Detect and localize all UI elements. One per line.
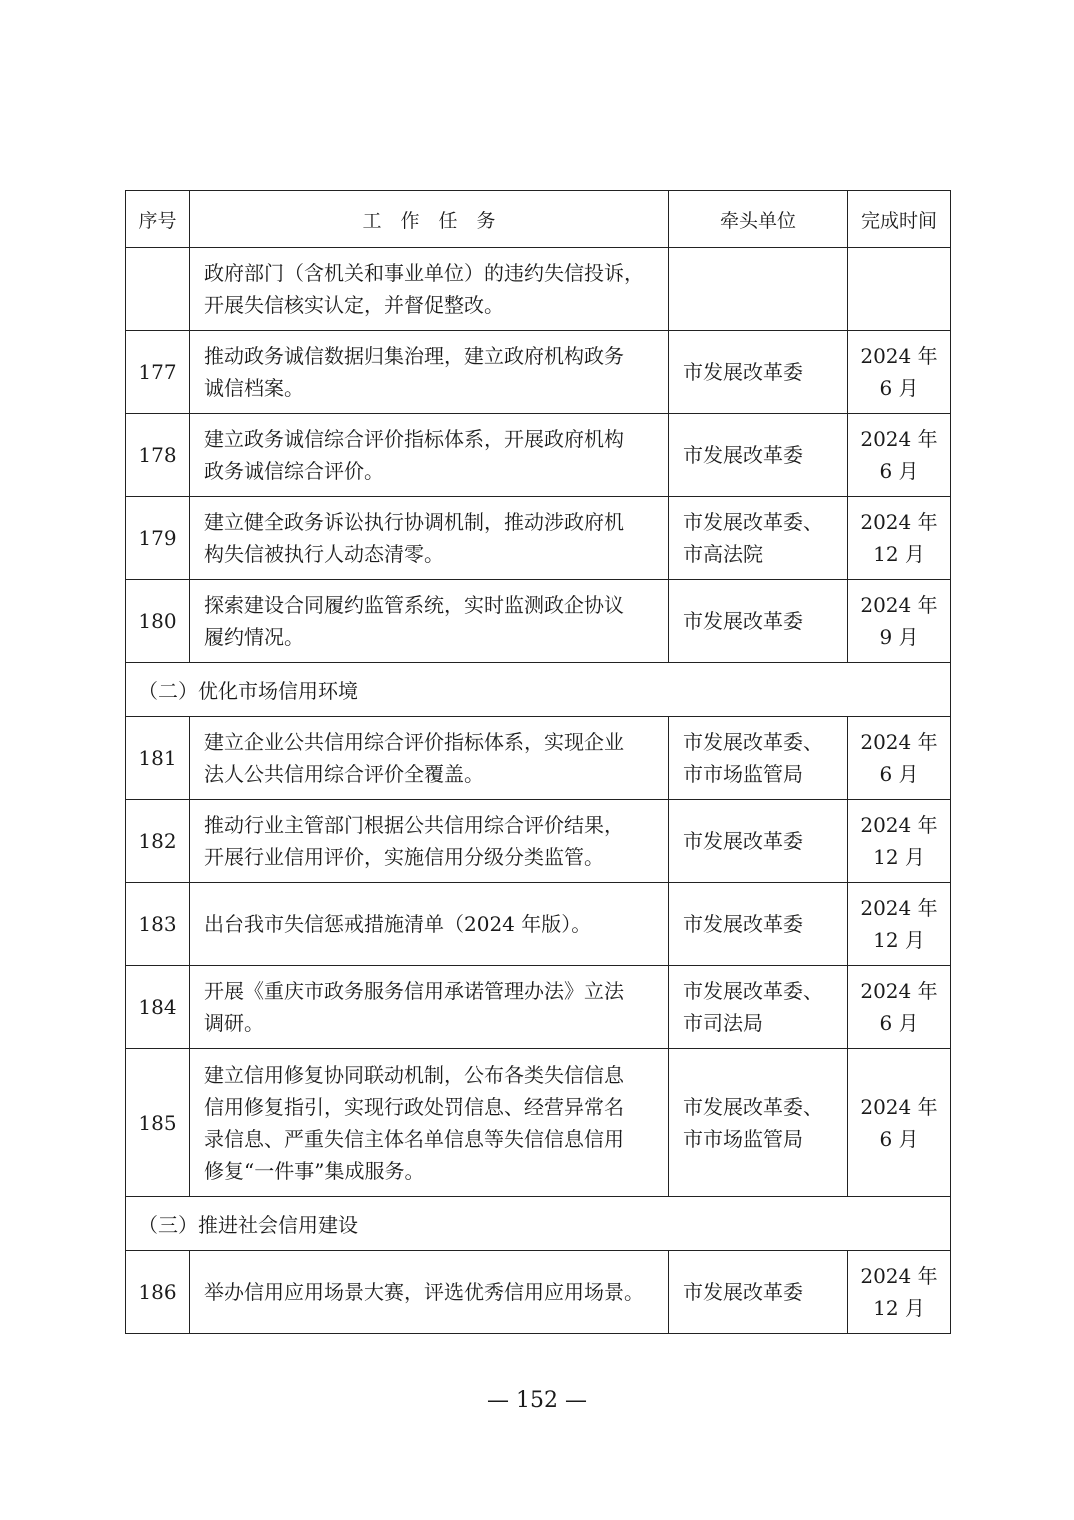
row-task: 建立健全政务诉讼执行协调机制，推动涉政府机 构失信被执行人动态清零。 xyxy=(204,510,624,566)
section-row xyxy=(126,663,951,717)
page-number: — 152 — xyxy=(487,1388,587,1413)
header-time: 完成时间 xyxy=(848,191,951,248)
header-unit: 牵头单位 xyxy=(669,191,848,248)
section-row xyxy=(126,1197,951,1251)
row-unit: 市发展改革委 xyxy=(683,912,803,936)
header-row xyxy=(126,191,951,248)
row-task: 出台我市失信惩戒措施清单（2024 年版）。 xyxy=(204,912,592,936)
row-unit: 市发展改革委、 市高法院 xyxy=(683,510,823,566)
row-no: 183 xyxy=(126,883,190,966)
row-task: 开展《重庆市政务服务信用承诺管理办法》立法 调研。 xyxy=(204,979,624,1035)
row-unit: 市发展改革委 xyxy=(683,1280,803,1304)
row-task: 推动政务诚信数据归集治理，建立政府机构政务 诚信档案。 xyxy=(204,344,624,400)
row-unit: 市发展改革委 xyxy=(683,443,803,467)
row-no: 178 xyxy=(126,414,190,497)
row-no: 182 xyxy=(126,800,190,883)
table-row xyxy=(126,1251,951,1334)
row-task: 建立政务诚信综合评价指标体系，开展政府机构 政务诚信综合评价。 xyxy=(204,427,624,483)
row-unit: 市发展改革委、 市司法局 xyxy=(683,979,823,1035)
row-time: 2024 年 6 月 xyxy=(860,979,938,1035)
header-task: 工 作 任 务 xyxy=(190,191,669,248)
row-time: 2024 年 9 月 xyxy=(860,593,938,649)
row-time: 2024 年 12 月 xyxy=(860,813,938,869)
row-no: 185 xyxy=(126,1049,190,1197)
table-row xyxy=(126,966,951,1049)
table-row xyxy=(126,497,951,580)
row-unit: 市发展改革委 xyxy=(683,829,803,853)
row-time: 2024 年 12 月 xyxy=(860,510,938,566)
table-row xyxy=(126,717,951,800)
table-row xyxy=(126,248,951,331)
row-time: 2024 年 6 月 xyxy=(860,1094,938,1151)
section-title: （二）优化市场信用环境 xyxy=(126,663,951,717)
row-task: 举办信用应用场景大赛，评选优秀信用应用场景。 xyxy=(204,1280,644,1304)
table-row xyxy=(126,1049,951,1197)
row-no xyxy=(126,248,190,331)
row-no: 179 xyxy=(126,497,190,580)
table-row xyxy=(126,883,951,966)
row-task: 建立企业公共信用综合评价指标体系，实现企业 法人公共信用综合评价全覆盖。 xyxy=(204,730,624,786)
row-unit: 市发展改革委 xyxy=(683,609,803,633)
row-no: 180 xyxy=(126,580,190,663)
task-table xyxy=(125,190,951,1334)
table-row xyxy=(126,800,951,883)
row-unit: 市发展改革委、 市市场监管局 xyxy=(683,1094,823,1151)
row-unit xyxy=(669,248,848,331)
table-row xyxy=(126,414,951,497)
row-task: 政府部门（含机关和事业单位）的违约失信投诉， 开展失信核实认定，并督促整改。 xyxy=(204,261,644,317)
section-title: （三）推进社会信用建设 xyxy=(126,1197,951,1251)
row-time: 2024 年 6 月 xyxy=(860,427,938,483)
row-no: 177 xyxy=(126,331,190,414)
row-time: 2024 年 12 月 xyxy=(860,896,938,952)
table-row xyxy=(126,580,951,663)
row-unit: 市发展改革委 xyxy=(683,360,803,384)
row-task: 建立信用修复协同联动机制，公布各类失信信息 信用修复指引，实现行政处罚信息、经营异常名 录信息、严重失信主体名单信息等失信信息信用 修复“一件事”集成服务。 xyxy=(204,1062,624,1183)
row-time: 2024 年 6 月 xyxy=(860,730,938,786)
row-no: 184 xyxy=(126,966,190,1049)
table-row xyxy=(126,331,951,414)
row-time: 2024 年 12 月 xyxy=(860,1264,938,1320)
header-no: 序号 xyxy=(126,191,190,248)
row-unit: 市发展改革委、 市市场监管局 xyxy=(683,730,823,786)
row-time: 2024 年 6 月 xyxy=(860,344,938,400)
row-task: 探索建设合同履约监管系统，实时监测政企协议 履约情况。 xyxy=(204,593,624,649)
row-no: 181 xyxy=(126,717,190,800)
row-no: 186 xyxy=(126,1251,190,1334)
row-task: 推动行业主管部门根据公共信用综合评价结果， 开展行业信用评价，实施信用分级分类监管。 xyxy=(204,813,624,869)
row-time xyxy=(848,248,951,331)
